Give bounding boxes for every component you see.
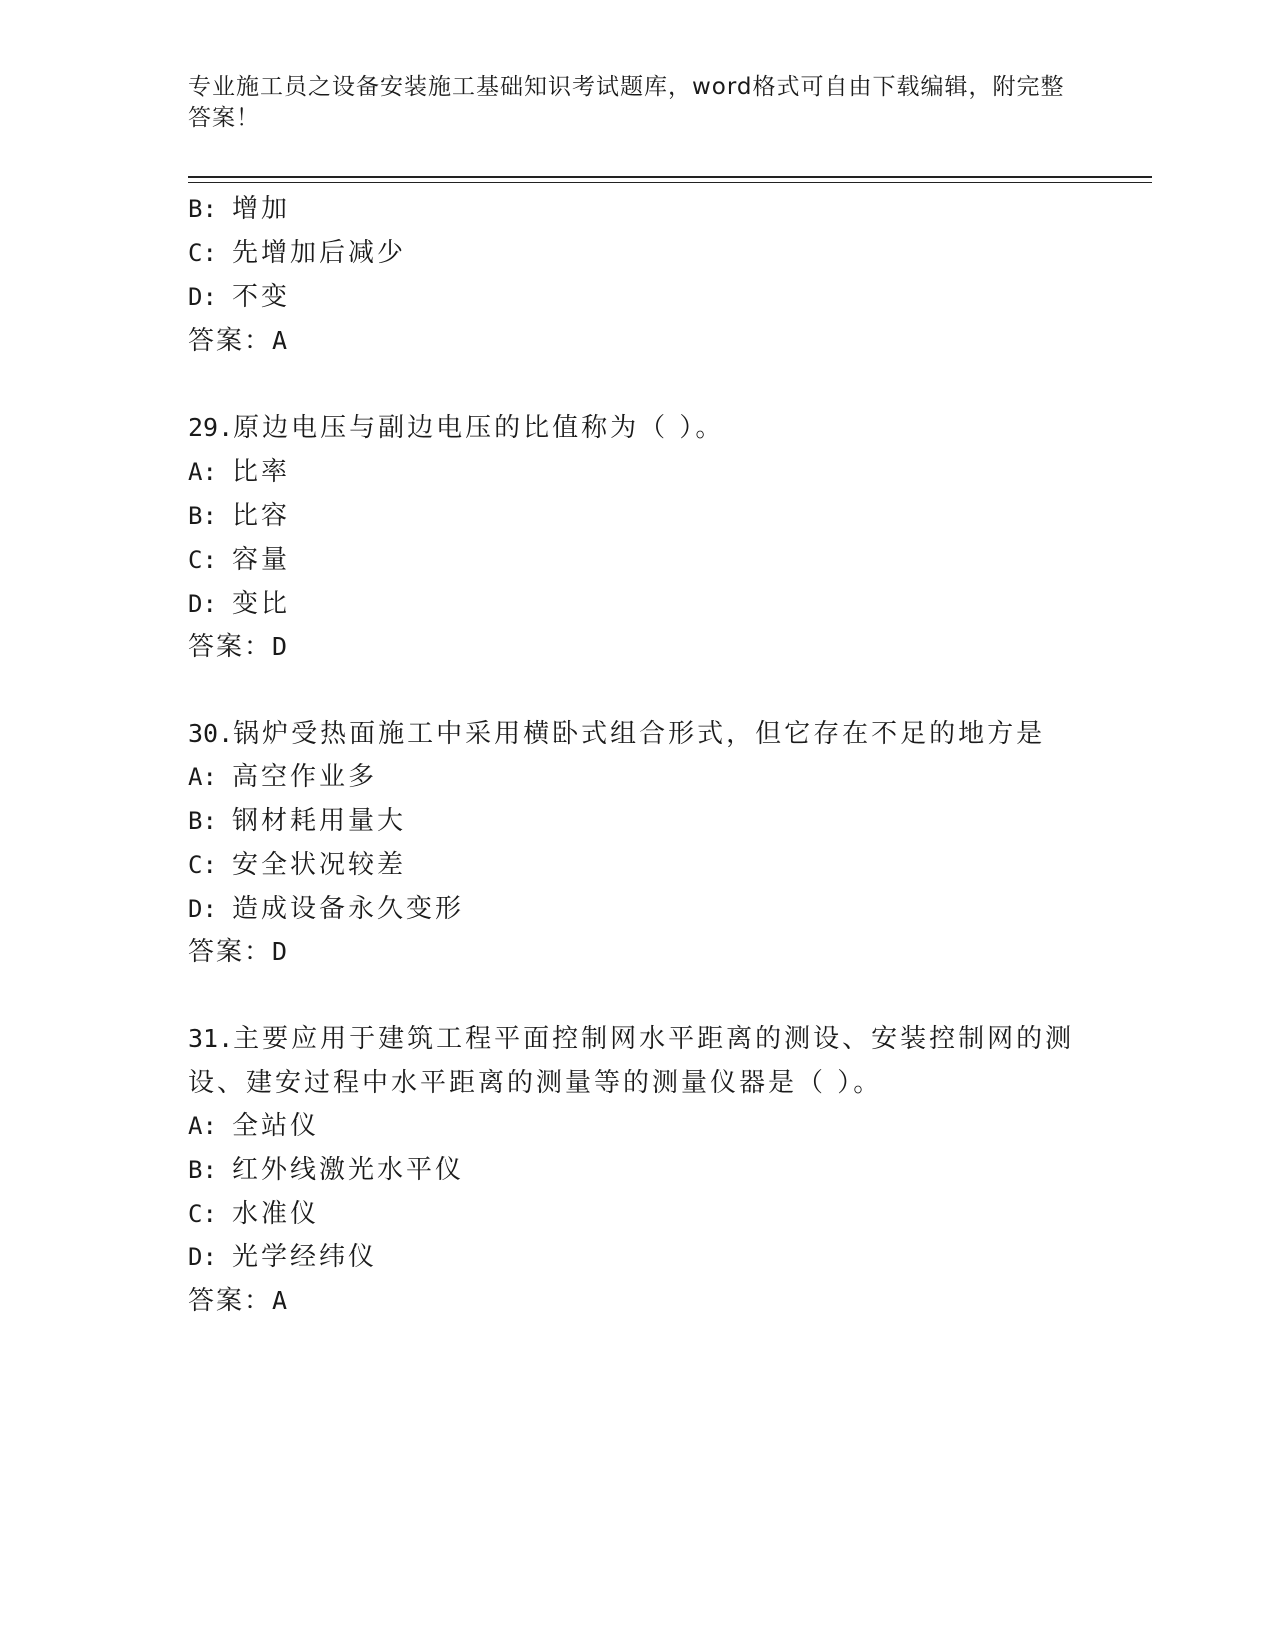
option-letter: A: bbox=[188, 1112, 217, 1140]
option-letter: C: bbox=[188, 546, 217, 574]
option-letter: B: bbox=[188, 195, 217, 223]
header-divider-thick bbox=[188, 176, 1152, 178]
option-line bbox=[188, 280, 290, 314]
option-line bbox=[188, 499, 290, 533]
option-text: 先增加后减少 bbox=[232, 238, 407, 268]
option-line bbox=[188, 455, 290, 489]
option-line bbox=[188, 804, 406, 838]
option-text: 比容 bbox=[232, 501, 291, 531]
question-stem bbox=[188, 411, 724, 445]
answer-label: 答案： bbox=[188, 632, 273, 662]
question-text: 主要应用于建筑工程平面控制网水平距离的测设、安装控制网的测 bbox=[233, 1024, 1075, 1054]
option-letter: D: bbox=[188, 895, 217, 923]
option-line bbox=[188, 1197, 319, 1231]
answer-value: A bbox=[272, 1286, 290, 1315]
option-text: 容量 bbox=[232, 545, 291, 575]
question-text: 设、建安过程中水平距离的测量等的测量仪器是（ ）。 bbox=[188, 1068, 883, 1098]
option-text: 钢材耗用量大 bbox=[232, 806, 407, 836]
question-stem bbox=[188, 1022, 1074, 1056]
option-line bbox=[188, 236, 406, 270]
option-line bbox=[188, 848, 406, 882]
option-text: 红外线激光水平仪 bbox=[232, 1155, 465, 1185]
option-letter: D: bbox=[188, 590, 217, 618]
option-line bbox=[188, 1109, 319, 1143]
option-text: 变比 bbox=[232, 589, 291, 619]
option-line bbox=[188, 760, 377, 794]
option-letter: D: bbox=[188, 1243, 217, 1271]
option-line bbox=[188, 587, 290, 621]
question-number: 30. bbox=[188, 719, 234, 748]
question-text: 原边电压与副边电压的比值称为（ ）。 bbox=[233, 413, 725, 443]
option-text: 增加 bbox=[232, 194, 291, 224]
answer-label: 答案： bbox=[188, 326, 273, 356]
option-text: 水准仪 bbox=[232, 1199, 320, 1229]
document-header: 专业施工员之设备安装施工基础知识考试题库，word格式可自由下载编辑，附完整答案！ bbox=[188, 74, 1065, 131]
option-line bbox=[188, 892, 464, 926]
question-number: 29. bbox=[188, 413, 234, 442]
option-line bbox=[188, 543, 290, 577]
answer-line bbox=[188, 324, 289, 358]
option-line bbox=[188, 192, 290, 226]
option-letter: C: bbox=[188, 1200, 217, 1228]
option-letter: D: bbox=[188, 283, 217, 311]
answer-line bbox=[188, 1284, 289, 1318]
option-letter: B: bbox=[188, 807, 217, 835]
option-text: 高空作业多 bbox=[232, 762, 378, 792]
answer-value: A bbox=[272, 326, 290, 355]
option-line bbox=[188, 1153, 464, 1187]
option-letter: A: bbox=[188, 763, 217, 791]
option-letter: C: bbox=[188, 851, 217, 879]
question-text: 锅炉受热面施工中采用横卧式组合形式，但它存在不足的地方是 bbox=[233, 719, 1046, 749]
option-line bbox=[188, 1240, 377, 1274]
option-text: 不变 bbox=[232, 282, 291, 312]
answer-value: D bbox=[272, 632, 290, 661]
option-letter: B: bbox=[188, 502, 217, 530]
option-letter: C: bbox=[188, 239, 217, 267]
option-text: 造成设备永久变形 bbox=[232, 894, 465, 924]
answer-line bbox=[188, 935, 289, 969]
question-number: 31. bbox=[188, 1024, 234, 1053]
option-text: 比率 bbox=[232, 457, 291, 487]
answer-line bbox=[188, 630, 289, 664]
option-text: 安全状况较差 bbox=[232, 850, 407, 880]
question-stem-continued bbox=[188, 1066, 882, 1100]
option-text: 全站仪 bbox=[232, 1111, 320, 1141]
option-text: 光学经纬仪 bbox=[232, 1242, 378, 1272]
header-divider-thin bbox=[188, 182, 1152, 183]
answer-label: 答案： bbox=[188, 1286, 273, 1316]
answer-label: 答案： bbox=[188, 937, 273, 967]
answer-value: D bbox=[272, 937, 290, 966]
question-stem bbox=[188, 717, 1045, 751]
option-letter: B: bbox=[188, 1156, 217, 1184]
option-letter: A: bbox=[188, 458, 217, 486]
